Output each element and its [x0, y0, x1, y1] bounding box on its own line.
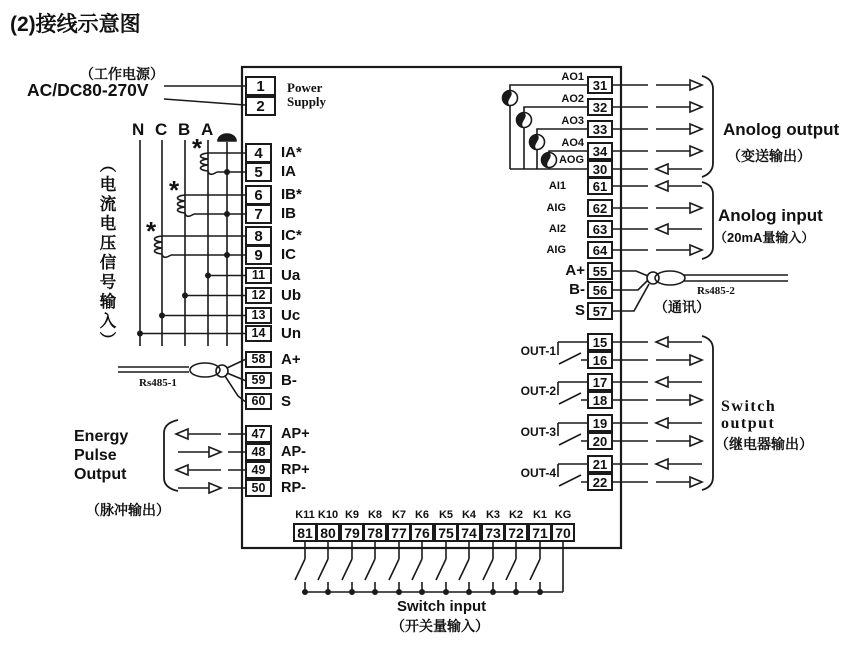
power-wires	[164, 86, 245, 105]
terminal-7: 7	[245, 204, 272, 224]
label-55-a-plus: A+	[565, 262, 585, 279]
terminal-70: 70	[551, 523, 575, 542]
label-out-3: OUT-3	[520, 425, 556, 439]
terminal-74: 74	[457, 523, 481, 542]
polarity-mark-ia: *	[191, 133, 203, 163]
terminal-32: 32	[587, 98, 613, 116]
energy-pulse-label-2: Pulse	[74, 447, 117, 464]
terminal-47: 47	[245, 425, 272, 443]
terminal-9: 9	[245, 245, 272, 265]
terminal-label-ia-star: IA*	[281, 144, 302, 161]
ct-coil-ia	[201, 153, 246, 174]
terminal-56: 56	[587, 281, 613, 299]
key-label-k9: K9	[344, 509, 360, 521]
rs485-1-cable	[118, 360, 245, 402]
ct-coil-ib	[178, 195, 246, 216]
pulse-brace	[164, 420, 178, 491]
terminal-16: 16	[587, 351, 613, 369]
switch-output-label-cn: （继电器输出）	[715, 436, 813, 452]
phase-label-c: C	[155, 120, 168, 139]
terminal-label-58-a-plus: A+	[281, 351, 301, 368]
voltage-wires	[140, 276, 245, 334]
terminal-label-59-b-minus: B-	[281, 372, 297, 389]
ct-coil-ic	[155, 236, 246, 257]
label-aog: AOG	[558, 154, 584, 166]
terminal-17: 17	[587, 373, 613, 391]
terminal-60: 60	[245, 393, 272, 410]
analog-input-label-cn: （20mA量输入）	[714, 230, 815, 245]
terminal-49: 49	[245, 461, 272, 479]
ct-polarity-marks	[146, 133, 203, 246]
power-range-label: AC/DC80-270V	[27, 80, 149, 100]
rs485-2-label: Rs485-2	[697, 285, 735, 297]
terminal-label-ic: IC	[281, 246, 296, 263]
label-ai2: AI2	[548, 223, 566, 235]
terminal-30: 30	[587, 160, 613, 178]
terminal-76: 76	[410, 523, 434, 542]
terminal-1: 1	[245, 76, 276, 96]
key-label-k8: K8	[367, 509, 383, 521]
rs485-1-label: Rs485-1	[139, 377, 177, 389]
terminal-5: 5	[245, 162, 272, 182]
label-57-s: S	[574, 302, 585, 319]
terminal-label-ib: IB	[281, 205, 296, 222]
label-ao3: AO3	[561, 115, 584, 127]
terminal-6: 6	[245, 185, 272, 205]
label-aig-1: AIG	[546, 202, 566, 214]
label-ao4: AO4	[561, 137, 584, 149]
switch-input-label-cn: （开关量输入）	[391, 618, 489, 634]
energy-pulse-label-3: Output	[74, 466, 127, 483]
key-label-k1: K1	[532, 509, 548, 521]
terminal-72: 72	[504, 523, 528, 542]
switch-input-wires	[295, 542, 563, 592]
terminal-79: 79	[340, 523, 364, 542]
key-label-k11: K11	[295, 509, 315, 521]
terminal-label-ib-star: IB*	[281, 186, 302, 203]
terminal-78: 78	[363, 523, 387, 542]
terminal-label-ua: Ua	[281, 267, 301, 284]
terminal-label-ap-minus: AP-	[281, 444, 306, 460]
pulse-output-label-cn: （脉冲输出）	[86, 502, 170, 518]
label-ao2: AO2	[561, 93, 584, 105]
label-aig-2: AIG	[546, 244, 566, 256]
switch-output-label-2: output	[721, 415, 776, 432]
terminal-59: 59	[245, 372, 272, 389]
terminal-20: 20	[587, 432, 613, 450]
terminal-label-ub: Ub	[281, 287, 301, 304]
terminal-label-60-s: S	[281, 393, 292, 410]
terminal-19: 19	[587, 414, 613, 432]
terminal-label-rp-plus: RP+	[281, 462, 310, 478]
phase-label-b: B	[178, 120, 191, 139]
terminal-33: 33	[587, 120, 613, 138]
key-label-k5: K5	[438, 509, 454, 521]
terminal-label-ic-star: IC*	[281, 227, 302, 244]
power-device-label-2: Supply	[287, 94, 327, 109]
terminal-8: 8	[245, 226, 272, 246]
terminal-12: 12	[245, 287, 272, 304]
terminal-21: 21	[587, 455, 613, 473]
comm-label-cn: （通讯）	[654, 299, 710, 315]
junction-dots-left	[137, 169, 230, 337]
terminal-label-un: Un	[281, 325, 301, 342]
io-arrows	[613, 80, 702, 487]
terminal-14: 14	[245, 325, 272, 342]
power-device-label-1: Power	[287, 80, 323, 95]
label-ai1: AI1	[548, 180, 566, 192]
terminal-62: 62	[587, 199, 613, 217]
terminal-2: 2	[245, 96, 276, 116]
signal-input-label: （电流电压信号输入）	[97, 156, 115, 351]
label-out-1: OUT-1	[520, 344, 556, 358]
key-label-k4: K4	[461, 509, 477, 521]
key-label-k6: K6	[414, 509, 430, 521]
terminal-22: 22	[587, 473, 613, 491]
terminal-80: 80	[316, 523, 340, 542]
switch-output-label-1: Switch	[721, 398, 777, 415]
phase-label-n: N	[132, 120, 145, 139]
terminal-13: 13	[245, 307, 272, 324]
terminal-81: 81	[293, 523, 317, 542]
terminal-15: 15	[587, 333, 613, 351]
terminal-label-ia: IA	[281, 163, 296, 180]
terminal-61: 61	[587, 177, 613, 195]
terminal-73: 73	[481, 523, 505, 542]
terminal-4: 4	[245, 143, 272, 163]
page-title: (2)接线示意图	[10, 13, 141, 36]
terminal-55: 55	[587, 262, 613, 280]
terminal-57: 57	[587, 302, 613, 320]
terminal-label-uc: Uc	[281, 307, 301, 324]
key-label-k2: K2	[508, 509, 524, 521]
group-braces	[702, 76, 713, 490]
terminal-71: 71	[528, 523, 552, 542]
terminal-label-ap-plus: AP+	[281, 426, 310, 442]
label-out-4: OUT-4	[520, 466, 556, 480]
terminal-31: 31	[587, 76, 613, 94]
terminal-64: 64	[587, 241, 613, 259]
switch-input-label-en: Switch input	[397, 598, 487, 615]
energy-pulse-label-1: Energy	[74, 428, 129, 445]
polarity-mark-ib: *	[168, 175, 180, 205]
terminal-label-rp-minus: RP-	[281, 480, 306, 496]
analog-output-label-en: Anolog output	[723, 120, 840, 139]
key-label-k10: K10	[317, 509, 339, 521]
pulse-arrows	[176, 429, 245, 493]
polarity-mark-ic: *	[145, 216, 157, 246]
terminal-75: 75	[434, 523, 458, 542]
key-label-k3: K3	[485, 509, 501, 521]
terminal-48: 48	[245, 443, 272, 461]
terminal-50: 50	[245, 479, 272, 497]
label-56-b-minus: B-	[569, 281, 585, 298]
ground-symbol	[218, 134, 236, 141]
key-label-k7: K7	[391, 509, 407, 521]
terminal-34: 34	[587, 142, 613, 160]
terminal-77: 77	[387, 523, 411, 542]
label-out-2: OUT-2	[520, 384, 556, 398]
terminal-58: 58	[245, 351, 272, 368]
label-ao1: AO1	[561, 71, 584, 83]
terminal-18: 18	[587, 391, 613, 409]
terminal-11: 11	[245, 267, 272, 284]
analog-input-label-en: Anolog input	[718, 206, 823, 225]
analog-output-label-cn: （变送输出）	[727, 148, 811, 164]
power-source-label-cn: （工作电源）	[80, 66, 164, 82]
terminal-63: 63	[587, 220, 613, 238]
relay-contacts	[558, 342, 587, 486]
phase-label-a: A	[201, 120, 214, 139]
key-label-kg: KG	[554, 509, 572, 521]
